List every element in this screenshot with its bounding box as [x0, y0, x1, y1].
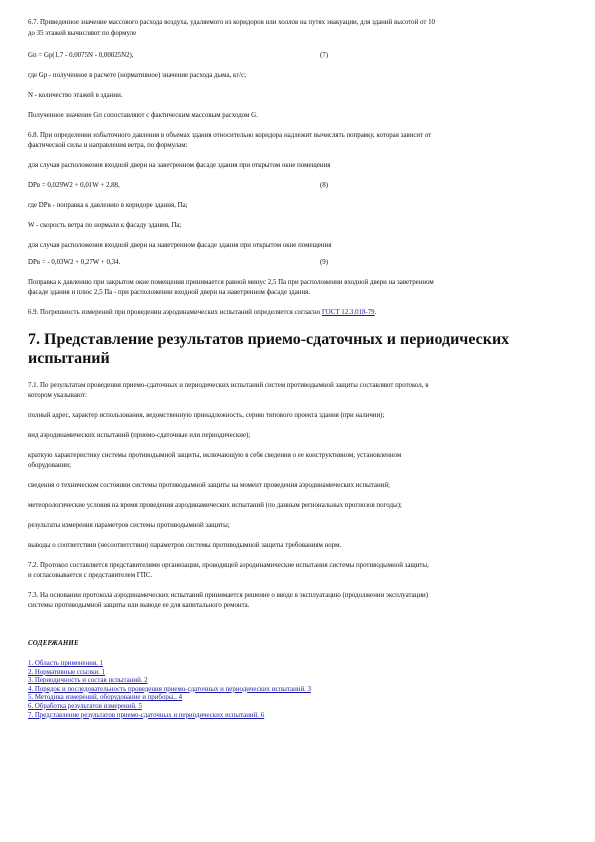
toc-item	[28, 660, 311, 669]
paragraph-6-7-line1: 6.7. Приведенное значение массового расхода воздуха, удаляемого из коридоров или холлов на путях эвакуации, для зданий высотой от 10	[28, 19, 435, 26]
toc-item	[28, 686, 311, 695]
report-item-address: полный адрес, характер использования, ведомственную принадлежность, серию типового проекта здания (при наличии);	[28, 412, 385, 419]
case-leeward: для случая расположения входной двери на наветренном фасаде здания при открытом окне помещения	[28, 242, 332, 249]
paragraph-6-9-end: .	[374, 309, 377, 316]
toc-link-3[interactable]: 3. Периодичность и состав испытаний. 2	[28, 677, 148, 685]
report-item-description-line1: краткую характеристику системы противодымной защиты, включающую в себя сведения о ее конструктивном, установленном	[28, 452, 402, 459]
paragraph-6-7-line2: до 35 этажей вычисляют по формуле	[28, 30, 137, 37]
report-item-technical-state: сведения о техническом состоянии системы противодымной защиты на момент проведения аэродинамических испытаний;	[28, 482, 390, 489]
n-definition: N - количество этажей в здании.	[28, 92, 123, 99]
toc-item	[28, 694, 311, 703]
formula-8-number: (8)	[319, 182, 328, 189]
dp-definition: где DPв - поправка к давлению в коридоре здания, Па;	[28, 202, 188, 209]
toc-link-6[interactable]: 6. Обработка результатов измерений. 5	[28, 702, 142, 710]
section-7-heading: 7. Представление результатов приемо-сдаточных и периодических испытаний	[28, 331, 510, 367]
toc-link-7[interactable]: 7. Представление результатов приемо-сдаточных и периодических испытаний. 6	[28, 711, 265, 719]
formula-8-expression: DPв = 0,029W2 + 0,01W + 2,88,	[28, 182, 120, 189]
w-definition: W - скорость ветра по нормали к фасаду здания, Пa;	[28, 222, 182, 229]
report-item-conclusions: выводы о соответствии (несоответствии) параметров системы противодымной защиты требованиям норм.	[28, 542, 342, 549]
toc-item	[28, 712, 311, 721]
case-windward: для случая расположения входной двери на заветренном фасаде здания при открытом окне помещения	[28, 162, 331, 169]
paragraph-7-3-line1: 7.3. На основании протокола аэродинамических испытаний принимается решение о вводе в эксплуатацию (продолжении эксплуатации)	[28, 592, 429, 599]
paragraph-7-2-line1: 7.2. Протокол составляется представителями организации, проводящей аэродинамические испытания системы противодымной защиты,	[28, 562, 429, 569]
formula-9-expression: DPв = - 0,03W2 + 0,27W + 0,34.	[28, 259, 121, 266]
paragraph-7-2-line2: и согласовывается с представителем ГПС.	[28, 572, 153, 579]
correction-line2: фасаде здания и плюс 2,5 Па - при расположении входной двери на наветренном фасаде здания.	[28, 289, 311, 296]
report-item-weather: метеорологические условия на время проведения аэродинамических испытаний (по данным региональных прогнозов погоды);	[28, 502, 402, 509]
paragraph-6-9-text: 6.9. Погрешность измерений при проведении аэродинамических испытаний определяется согласно	[28, 309, 322, 316]
formula-8	[28, 181, 328, 191]
report-item-results: результаты измерения параметров системы противодымной защиты;	[28, 522, 230, 529]
toc-link-2[interactable]: 2. Нормативные ссылки. 1	[28, 668, 106, 676]
report-item-test-type: вид аэродинамических испытаний (приемо-сдаточные или периодические);	[28, 432, 251, 439]
formula-9-number: (9)	[319, 259, 328, 266]
formula-7	[28, 51, 328, 61]
paragraph-6-9	[28, 308, 568, 318]
toc-item	[28, 703, 311, 712]
paragraph-6-8-line2: фактической силы и направления ветра, по формулам:	[28, 142, 188, 149]
toc-link-5[interactable]: 5. Методика измерений, оборудование и приборы.. 4	[28, 694, 183, 702]
formula-7-expression: Gп = Gр(1,7 - 0,0075N - 0,00025N2),	[28, 52, 134, 59]
toc-title: СОДЕРЖАНИЕ	[28, 640, 79, 647]
paragraph-6-8-line1: 6.8. При определении избыточного давления в объемах здания относительно коридора надлежит вычислять поправку, которая зависит от	[28, 132, 432, 139]
table-of-contents	[28, 660, 311, 720]
toc-item	[28, 669, 311, 678]
toc-item	[28, 677, 311, 686]
toc-link-1[interactable]: 1. Область применения. 1	[28, 660, 104, 667]
paragraph-7-3-line2: системы противодымной защиты или выводе ее для капитального ремонта.	[28, 602, 250, 609]
paragraph-7-1-line1: 7.1. По результатам проведения приемо-сдаточных и периодических испытаний систем противодымной защиты составляют протокол, в	[28, 382, 429, 389]
gost-link[interactable]: ГОСТ 12.3.018-79	[321, 309, 375, 316]
compare-paragraph: Полученное значение Gп сопоставляют с фактическим массовым расходом G.	[28, 112, 258, 119]
correction-line1: Поправка к давлению при закрытом окне помещения принимается равной минус 2,5 Па при расположении входной двери на заветренном	[28, 279, 434, 286]
paragraph-7-1-line2: котором указывают:	[28, 392, 87, 399]
report-item-description-line2: оборудовании;	[28, 462, 71, 469]
formula-7-number: (7)	[319, 52, 328, 59]
formula-9	[28, 258, 328, 268]
toc-link-4[interactable]: 4. Порядок и последовательность проведения приемо-сдаточных и периодических испытаний. 3	[28, 685, 312, 693]
gp-definition: где Gр - полученное в расчете (нормативное) значение расхода дыма, кг/с;	[28, 72, 247, 79]
